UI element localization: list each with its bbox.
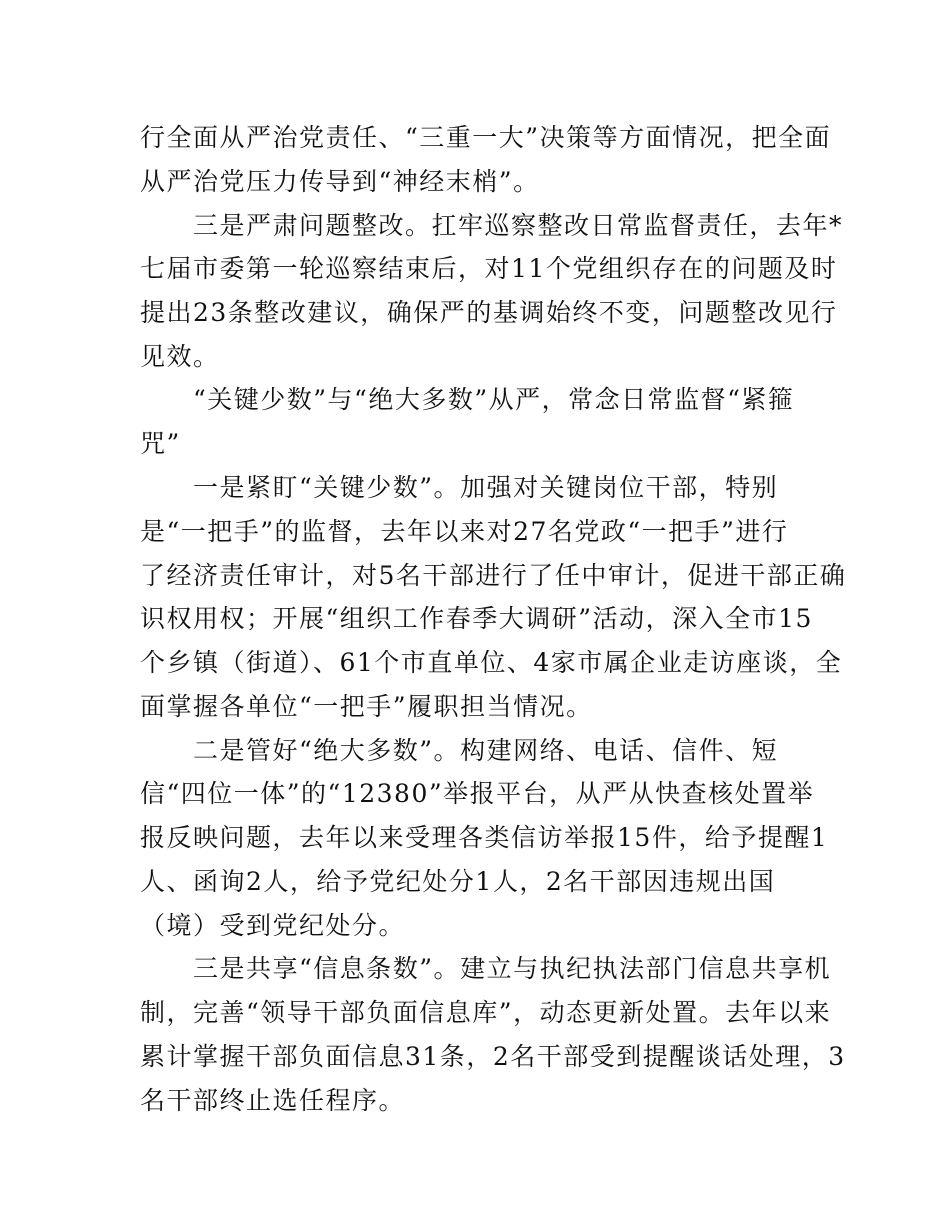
text-line: 面掌握各单位“一把手”履职担当情况。 [140, 692, 593, 721]
text-line: 制，完善“领导干部负面信息库”，动态更新处置。去年以来 [140, 998, 832, 1027]
paragraph-start-line: 三是共享“信息条数”。建立与执纪执法部门信息共享机 [140, 954, 832, 983]
text-line: 个乡镇（街道）、61个市直单位、4家市属企业走访座谈，全 [140, 648, 843, 677]
text-line: 七届市委第一轮巡察结束后，对11个党组织存在的问题及时 [140, 254, 838, 283]
text-line: 行全面从严治党责任、“三重一大”决策等方面情况，把全面 [140, 123, 832, 152]
text-line: 信“四位一体”的“12380”举报平台，从严从快查核处置举 [140, 779, 815, 808]
text-line: 从严治党压力传导到“神经末梢”。 [140, 167, 540, 196]
section-heading-line: “关键少数”与“绝大多数”从严，常念日常监督“紧箍 [140, 385, 795, 414]
text-line: 是“一把手”的监督，去年以来对27名党政“一把手”进行 [140, 517, 789, 546]
text-line: 报反映问题，去年以来受理各类信访举报15件，给予提醒1 [140, 823, 829, 852]
text-line: 提出23条整改建议，确保严的基调始终不变，问题整改见行 [140, 298, 838, 327]
paragraph-start-line: 一是紧盯“关键少数”。加强对关键岗位干部，特别 [140, 473, 779, 502]
section-heading-line: 咒” [140, 429, 181, 458]
paragraph-start-line: 二是管好“绝大多数”。构建网络、电话、信件、短 [140, 736, 779, 765]
text-line: （境）受到党纪处分。 [140, 911, 406, 940]
text-line: 累计掌握干部负面信息31条，2名干部受到提醒谈话处理，3 [140, 1042, 846, 1071]
paragraph-start-line: 三是严肃问题整改。扛牢巡察整改日常监督责任，去年* [140, 211, 844, 240]
text-line: 人、函询2人，给予党纪处分1人，2名干部因违规出国 [140, 867, 776, 896]
text-line: 了经济责任审计，对5名干部进行了任中审计，促进干部正确 [140, 561, 847, 590]
text-line: 名干部终止选任程序。 [140, 1086, 406, 1115]
text-line: 见效。 [140, 342, 220, 371]
text-line: 识权用权；开展“组织工作春季大调研”活动，深入全市15 [140, 604, 813, 633]
